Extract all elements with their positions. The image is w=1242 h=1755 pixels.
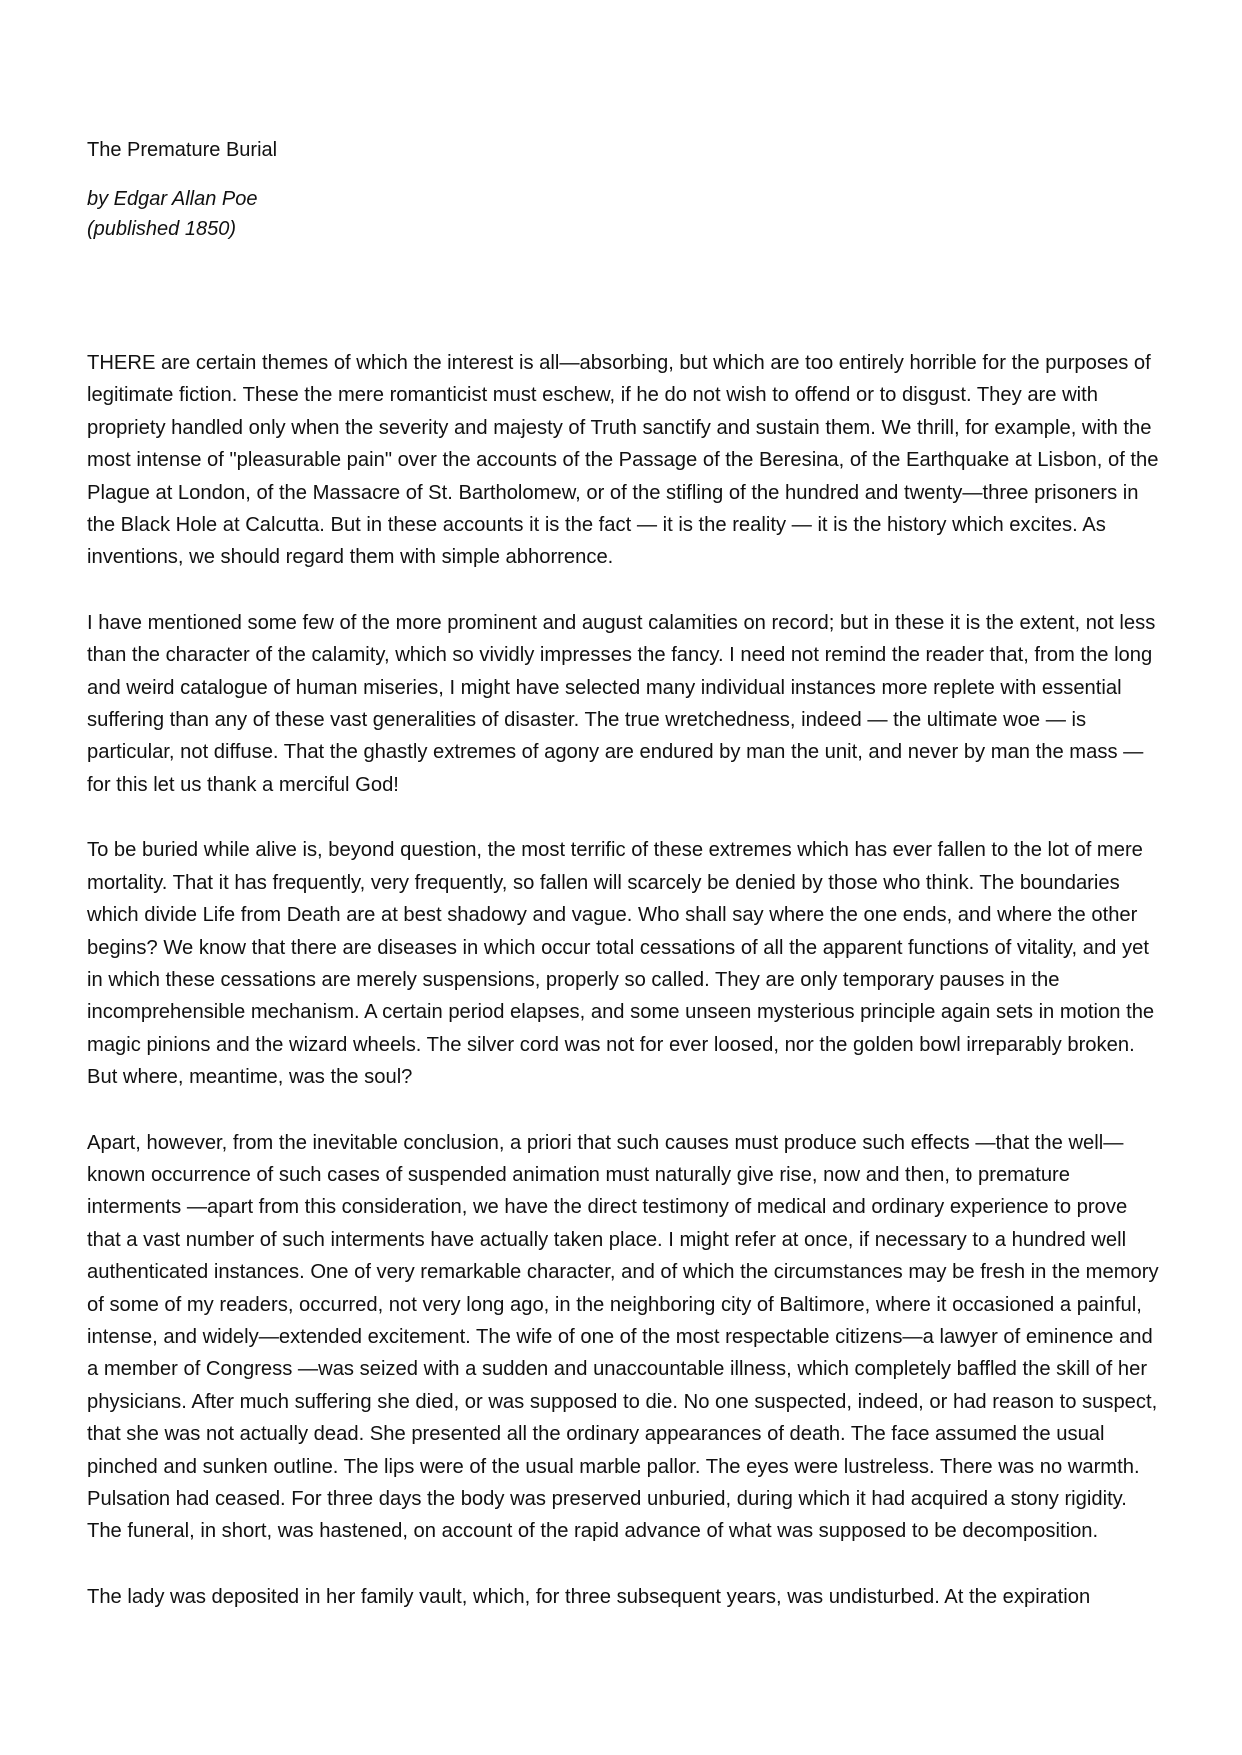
paragraph: THERE are certain themes of which the interest is all—absorbing, but which are too entirely horrible for the purposes of legitimate fiction. These the mere romanticist must eschew, if he do not wish to offend or to disgust. They are with propriety handled only when the severity and majesty of Truth sanctify and sustain them. We thrill, for example, with the most intense of "pleasurable pain" over the accounts of the Passage of the Beresina, of the Earthquake at Lisbon, of the Plague at London, of the Massacre of St. Bartholomew, or of the stifling of the hundred and twenty—three prisoners in the Black Hole at Calcutta. But in these accounts it is the fact — it is the reality — it is the history which excites. As inventions, we should regard them with simple abhorrence. [87,352,1159,569]
published-line: (published 1850) [87,218,236,240]
paragraph: To be buried while alive is, beyond question, the most terrific of these extremes which has ever fallen to the lot of mere mortality. That it has frequently, very frequently, so fallen will scarcely be denied by those who think. The boundaries which divide Life from Death are at best shadowy and vague. Who shall say where the one ends, and where the other begins? We know that there are diseases in which occur total cessations of all the apparent functions of vitality, and yet in which these cessations are merely suspensions, properly so called. They are only temporary pauses in the incomprehensible mechanism. A certain period elapses, and some unseen mysterious principle again sets in motion the magic pinions and the wizard wheels. The silver cord was not for ever loosed, nor the golden bowl irreparably broken. But where, meantime, was the soul? [87,839,1155,1089]
document-page [87,136,1162,1646]
document-body [87,347,1162,1613]
paragraph: I have mentioned some few of the more prominent and august calamities on record; but in these it is the extent, not less than the character of the calamity, which so vividly impresses the fancy. I need not remind the reader that, from the long and weird catalogue of human miseries, I might have selected many individual instances more replete with essential suffering than any of these vast generalities of disaster. The true wretchedness, indeed — the ultimate woe — is particular, not diffuse. That the ghastly extremes of agony are endured by man the unit, and never by man the mass — for this let us thank a merciful God! [87,611,1156,796]
paragraph: The lady was deposited in her family vault, which, for three subsequent years, was undisturbed. At the expiration [87,1585,1091,1608]
document-title: The Premature Burial [87,139,278,161]
author-line: by Edgar Allan Poe [87,188,258,210]
paragraph: Apart, however, from the inevitable conclusion, a priori that such causes must produce such effects —that the well—known occurrence of such cases of suspended animation must naturally give rise, now and then, to premature interments —apart from this consideration, we have the direct testimony of medical and ordinary experience to prove that a vast number of such interments have actually taken place. I might refer at once, if necessary to a hundred well authenticated instances. One of very remarkable character, and of which the circumstances may be fresh in the memory of some of my readers, occurred, not very long ago, in the neighboring city of Baltimore, where it occasioned a painful, intense, and widely—extended excitement. The wife of one of the most respectable citizens—a lawyer of eminence and a member of Congress —was seized with a sudden and unaccountable illness, which completely baffled the skill of her physicians. After much suffering she died, or was supposed to die. No one suspected, indeed, or had reason to suspect, that she was not actually dead. She presented all the ordinary appearances of death. The face assumed the usual pinched and sunken outline. The lips were of the usual marble pallor. The eyes were lustreless. There was no warmth. Pulsation had ceased. For three days the body was preserved unburied, during which it had acquired a stony rigidity. The funeral, in short, was hastened, on account of the rapid advance of what was supposed to be decomposition. [87,1131,1159,1543]
